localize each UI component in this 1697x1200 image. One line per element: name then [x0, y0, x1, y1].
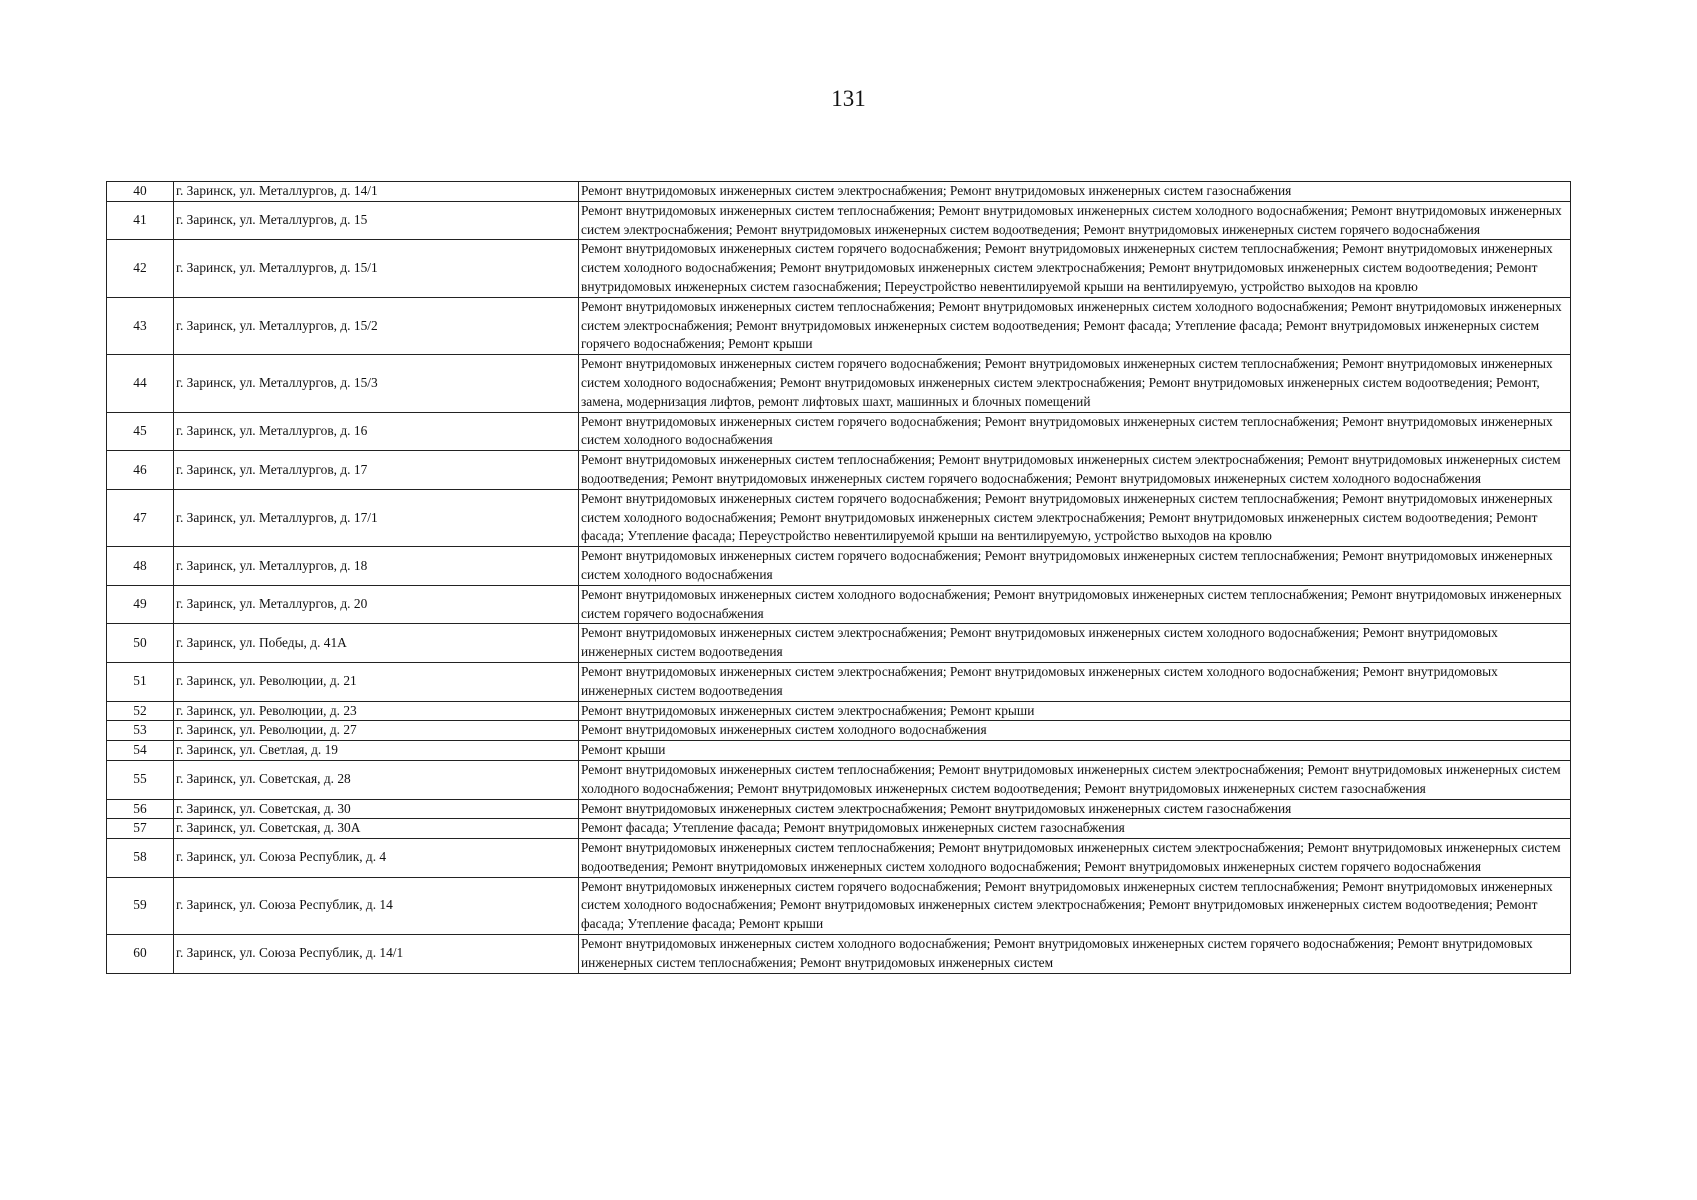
- row-number: 46: [107, 451, 174, 490]
- row-address: г. Заринск, ул. Металлургов, д. 15: [174, 201, 579, 240]
- row-address: г. Заринск, ул. Союза Республик, д. 14: [174, 877, 579, 934]
- row-works: Ремонт внутридомовых инженерных систем горячего водоснабжения; Ремонт внутридомовых инженерных систем теплоснабжения; Ремонт внутридомовых инженерных систем холодного водоснабжения; Ремонт внутридомовых инженерных систем электроснабжения; Ремонт внутридомовых инженерных систем водоотведения; Ремонт фасада; Утепление фасада; Переустройство невентилируемой крыши на вентилируемую, устройство выходов на кровлю: [579, 489, 1571, 546]
- row-works: Ремонт внутридомовых инженерных систем горячего водоснабжения; Ремонт внутридомовых инженерных систем теплоснабжения; Ремонт внутридомовых инженерных систем холодного водоснабжения; Ремонт внутридомовых инженерных систем электроснабжения; Ремонт внутридомовых инженерных систем водоотведения; Ремонт внутридомовых инженерных систем газоснабжения; Переустройство невентилируемой крыши на вентилируемую, устройство выходов на кровлю: [579, 240, 1571, 297]
- table-row: [107, 585, 1571, 624]
- row-number: 56: [107, 799, 174, 819]
- table-row: [107, 412, 1571, 451]
- row-address: г. Заринск, ул. Металлургов, д. 17/1: [174, 489, 579, 546]
- table-row: [107, 760, 1571, 799]
- row-works: Ремонт внутридомовых инженерных систем холодного водоснабжения; Ремонт внутридомовых инженерных систем теплоснабжения; Ремонт внутридомовых инженерных систем горячего водоснабжения: [579, 585, 1571, 624]
- row-number: 57: [107, 819, 174, 839]
- houses-table: [106, 181, 1571, 974]
- row-number: 52: [107, 701, 174, 721]
- table-row: [107, 201, 1571, 240]
- row-works: Ремонт внутридомовых инженерных систем электроснабжения; Ремонт внутридомовых инженерных систем газоснабжения: [579, 799, 1571, 819]
- row-address: г. Заринск, ул. Революции, д. 27: [174, 721, 579, 741]
- row-number: 50: [107, 624, 174, 663]
- table-row: [107, 877, 1571, 934]
- row-number: 49: [107, 585, 174, 624]
- table-row: [107, 839, 1571, 878]
- row-address: г. Заринск, ул. Металлургов, д. 16: [174, 412, 579, 451]
- table-row: [107, 935, 1571, 974]
- row-works: Ремонт внутридомовых инженерных систем теплоснабжения; Ремонт внутридомовых инженерных систем холодного водоснабжения; Ремонт внутридомовых инженерных систем электроснабжения; Ремонт внутридомовых инженерных систем водоотведения; Ремонт внутридомовых инженерных систем горячего водоснабжения: [579, 201, 1571, 240]
- row-works: Ремонт внутридомовых инженерных систем теплоснабжения; Ремонт внутридомовых инженерных систем электроснабжения; Ремонт внутридомовых инженерных систем водоотведения; Ремонт внутридомовых инженерных систем горячего водоснабжения; Ремонт внутридомовых инженерных систем холодного водоснабжения: [579, 451, 1571, 490]
- table-row: [107, 489, 1571, 546]
- row-address: г. Заринск, ул. Металлургов, д. 15/1: [174, 240, 579, 297]
- row-address: г. Заринск, ул. Металлургов, д. 15/2: [174, 297, 579, 354]
- row-number: 51: [107, 662, 174, 701]
- table-row: [107, 799, 1571, 819]
- row-works: Ремонт внутридомовых инженерных систем горячего водоснабжения; Ремонт внутридомовых инженерных систем теплоснабжения; Ремонт внутридомовых инженерных систем холодного водоснабжения: [579, 547, 1571, 586]
- row-number: 42: [107, 240, 174, 297]
- row-works: Ремонт внутридомовых инженерных систем электроснабжения; Ремонт внутридомовых инженерных систем газоснабжения: [579, 182, 1571, 202]
- table-row: [107, 297, 1571, 354]
- row-number: 40: [107, 182, 174, 202]
- row-works: Ремонт внутридомовых инженерных систем теплоснабжения; Ремонт внутридомовых инженерных систем электроснабжения; Ремонт внутридомовых инженерных систем водоотведения; Ремонт внутридомовых инженерных систем холодного водоснабжения; Ремонт внутридомовых инженерных систем горячего водоснабжения: [579, 839, 1571, 878]
- row-address: г. Заринск, ул. Металлургов, д. 14/1: [174, 182, 579, 202]
- row-address: г. Заринск, ул. Металлургов, д. 18: [174, 547, 579, 586]
- table-row: [107, 624, 1571, 663]
- row-works: Ремонт внутридомовых инженерных систем горячего водоснабжения; Ремонт внутридомовых инженерных систем теплоснабжения; Ремонт внутридомовых инженерных систем холодного водоснабжения; Ремонт внутридомовых инженерных систем электроснабжения; Ремонт внутридомовых инженерных систем водоотведения; Ремонт, замена, модернизация лифтов, ремонт лифтовых шахт, машинных и блочных помещений: [579, 355, 1571, 412]
- table-row: [107, 355, 1571, 412]
- table-row: [107, 662, 1571, 701]
- row-works: Ремонт внутридомовых инженерных систем электроснабжения; Ремонт крыши: [579, 701, 1571, 721]
- row-number: 58: [107, 839, 174, 878]
- row-address: г. Заринск, ул. Победы, д. 41А: [174, 624, 579, 663]
- table-row: [107, 721, 1571, 741]
- row-number: 44: [107, 355, 174, 412]
- table-row: [107, 451, 1571, 490]
- row-address: г. Заринск, ул. Революции, д. 23: [174, 701, 579, 721]
- row-number: 45: [107, 412, 174, 451]
- row-address: г. Заринск, ул. Союза Республик, д. 14/1: [174, 935, 579, 974]
- table-row: [107, 182, 1571, 202]
- row-works: Ремонт крыши: [579, 741, 1571, 761]
- row-address: г. Заринск, ул. Советская, д. 30А: [174, 819, 579, 839]
- table-row: [107, 741, 1571, 761]
- row-address: г. Заринск, ул. Металлургов, д. 15/3: [174, 355, 579, 412]
- table-row: [107, 240, 1571, 297]
- row-address: г. Заринск, ул. Революции, д. 21: [174, 662, 579, 701]
- row-works: Ремонт внутридомовых инженерных систем горячего водоснабжения; Ремонт внутридомовых инженерных систем теплоснабжения; Ремонт внутридомовых инженерных систем холодного водоснабжения: [579, 412, 1571, 451]
- row-number: 59: [107, 877, 174, 934]
- row-number: 55: [107, 760, 174, 799]
- row-works: Ремонт внутридомовых инженерных систем электроснабжения; Ремонт внутридомовых инженерных систем холодного водоснабжения; Ремонт внутридомовых инженерных систем водоотведения: [579, 662, 1571, 701]
- table-row: [107, 819, 1571, 839]
- row-number: 60: [107, 935, 174, 974]
- row-works: Ремонт внутридомовых инженерных систем холодного водоснабжения: [579, 721, 1571, 741]
- table-row: [107, 547, 1571, 586]
- row-number: 54: [107, 741, 174, 761]
- houses-table-body: [107, 182, 1571, 974]
- row-number: 47: [107, 489, 174, 546]
- row-address: г. Заринск, ул. Советская, д. 30: [174, 799, 579, 819]
- row-works: Ремонт внутридомовых инженерных систем теплоснабжения; Ремонт внутридомовых инженерных систем холодного водоснабжения; Ремонт внутридомовых инженерных систем электроснабжения; Ремонт внутридомовых инженерных систем водоотведения; Ремонт фасада; Утепление фасада; Ремонт внутридомовых инженерных систем горячего водоснабжения; Ремонт крыши: [579, 297, 1571, 354]
- row-number: 43: [107, 297, 174, 354]
- table-row: [107, 701, 1571, 721]
- row-works: Ремонт фасада; Утепление фасада; Ремонт внутридомовых инженерных систем газоснабжения: [579, 819, 1571, 839]
- row-number: 48: [107, 547, 174, 586]
- row-address: г. Заринск, ул. Светлая, д. 19: [174, 741, 579, 761]
- row-works: Ремонт внутридомовых инженерных систем электроснабжения; Ремонт внутридомовых инженерных систем холодного водоснабжения; Ремонт внутридомовых инженерных систем водоотведения: [579, 624, 1571, 663]
- row-number: 41: [107, 201, 174, 240]
- row-address: г. Заринск, ул. Советская, д. 28: [174, 760, 579, 799]
- page-number: 131: [831, 86, 866, 111]
- row-address: г. Заринск, ул. Металлургов, д. 17: [174, 451, 579, 490]
- row-works: Ремонт внутридомовых инженерных систем холодного водоснабжения; Ремонт внутридомовых инженерных систем горячего водоснабжения; Ремонт внутридомовых инженерных систем теплоснабжения; Ремонт внутридомовых инженерных систем: [579, 935, 1571, 974]
- row-works: Ремонт внутридомовых инженерных систем горячего водоснабжения; Ремонт внутридомовых инженерных систем теплоснабжения; Ремонт внутридомовых инженерных систем холодного водоснабжения; Ремонт внутридомовых инженерных систем электроснабжения; Ремонт внутридомовых инженерных систем водоотведения; Ремонт фасада; Утепление фасада; Ремонт крыши: [579, 877, 1571, 934]
- row-works: Ремонт внутридомовых инженерных систем теплоснабжения; Ремонт внутридомовых инженерных систем электроснабжения; Ремонт внутридомовых инженерных систем холодного водоснабжения; Ремонт внутридомовых инженерных систем водоотведения; Ремонт внутридомовых инженерных систем газоснабжения: [579, 760, 1571, 799]
- row-number: 53: [107, 721, 174, 741]
- row-address: г. Заринск, ул. Союза Республик, д. 4: [174, 839, 579, 878]
- row-address: г. Заринск, ул. Металлургов, д. 20: [174, 585, 579, 624]
